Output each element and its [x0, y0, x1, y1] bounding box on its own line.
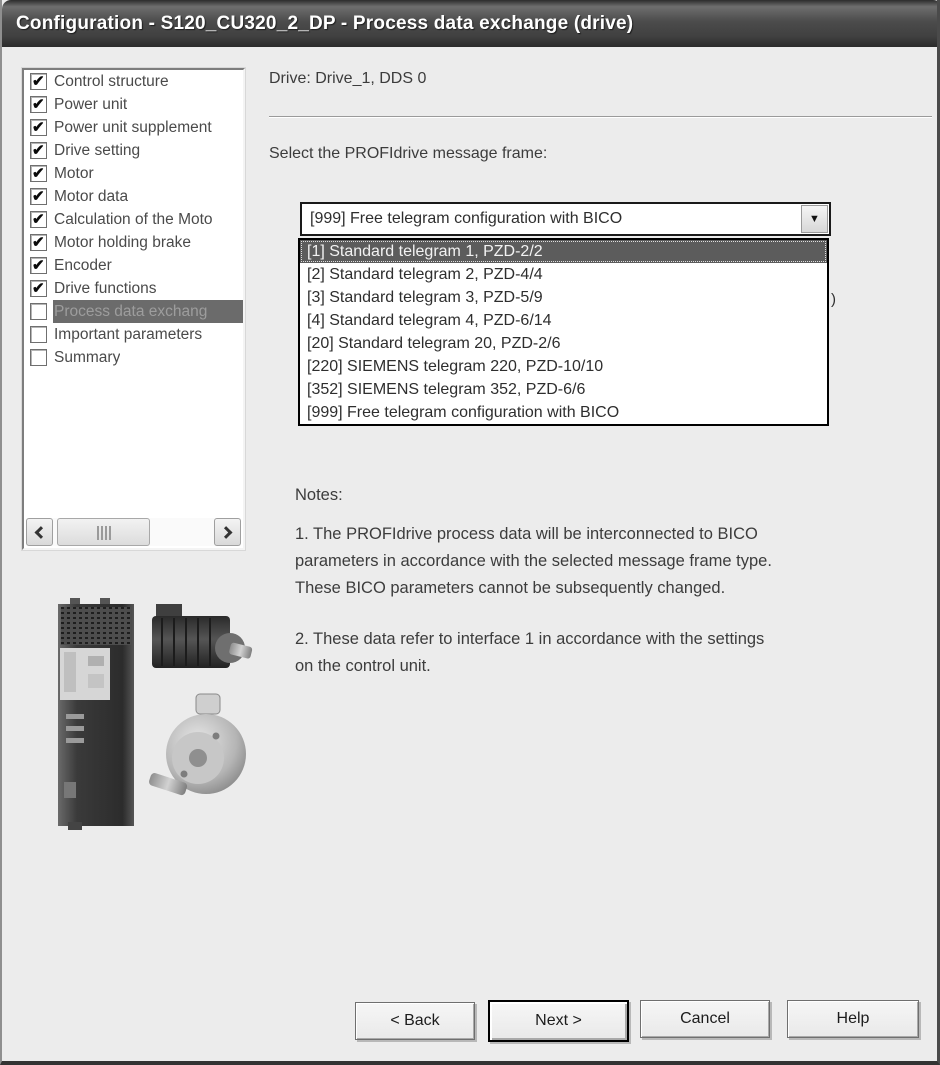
dropdown-option-telegram-2[interactable]: [2] Standard telegram 2, PZD-4/4	[307, 266, 543, 283]
power-module-image	[58, 598, 134, 830]
drive-components-image	[48, 586, 253, 831]
note-2-line-1: 2. These data refer to interface 1 in accordance with the settings	[295, 630, 765, 648]
back-button[interactable]: < Back	[355, 1002, 475, 1040]
sidebar-item-important-parameters[interactable]: Important parameters	[24, 323, 243, 346]
checkbox-unchecked-icon	[30, 303, 47, 320]
sidebar-item-encoder[interactable]: ✔ Encoder	[24, 254, 243, 277]
checkbox-checked-icon	[30, 280, 47, 297]
sidebar-item-drive-functions[interactable]: ✔ Drive functions	[24, 277, 243, 300]
scroll-right-button[interactable]	[214, 518, 241, 546]
combobox-value: [999] Free telegram configuration with BICO	[310, 210, 623, 227]
chevron-down-icon: ▼	[809, 212, 820, 225]
sidebar-item-calculation-of-motor[interactable]: ✔ Calculation of the Moto	[24, 208, 243, 231]
help-button[interactable]: Help	[787, 1000, 919, 1038]
drive-context-label: Drive: Drive_1, DDS 0	[269, 70, 427, 87]
combobox-drop-button[interactable]	[801, 205, 828, 233]
note-2	[295, 626, 764, 680]
title-bar	[2, 0, 940, 47]
chevron-right-icon	[220, 526, 233, 539]
sidebar-item-motor[interactable]: ✔ Motor	[24, 162, 243, 185]
note-2-line-2: on the control unit.	[295, 657, 431, 675]
occluded-text-fragment: )	[831, 291, 836, 308]
checkbox-checked-icon	[30, 96, 47, 113]
dropdown-option-telegram-4[interactable]: [4] Standard telegram 4, PZD-6/14	[307, 312, 552, 329]
checkbox-checked-icon	[30, 188, 47, 205]
sidebar-item-process-data-exchange[interactable]: Process data exchang	[24, 300, 243, 323]
dropdown-option-telegram-3[interactable]: [3] Standard telegram 3, PZD-5/9	[307, 289, 543, 306]
note-1-line-2: parameters in accordance with the selected message frame type.	[295, 552, 772, 570]
checkbox-checked-icon	[30, 234, 47, 251]
scrollbar-thumb[interactable]	[57, 518, 150, 546]
hardware-illustration	[48, 586, 253, 831]
dropdown-option-telegram-999[interactable]: [999] Free telegram configuration with BICO	[307, 404, 620, 421]
sidebar-item-summary[interactable]: Summary	[24, 346, 243, 369]
note-1	[295, 521, 772, 602]
note-1-line-1: 1. The PROFIdrive process data will be interconnected to BICO	[295, 525, 758, 543]
note-1-line-3: These BICO parameters cannot be subsequently changed.	[295, 579, 726, 597]
message-frame-combobox[interactable]	[300, 202, 831, 236]
sidebar-item-motor-data[interactable]: ✔ Motor data	[24, 185, 243, 208]
checkbox-checked-icon	[30, 211, 47, 228]
checkbox-checked-icon	[30, 257, 47, 274]
message-frame-dropdown-list	[298, 238, 829, 426]
scroll-left-button[interactable]	[26, 518, 53, 546]
message-frame-select-label: Select the PROFIdrive message frame:	[269, 145, 548, 162]
checkbox-checked-icon	[30, 73, 47, 90]
checkbox-checked-icon	[30, 119, 47, 136]
sidebar-item-control-structure[interactable]: ✔ Control structure	[24, 70, 243, 93]
cancel-button[interactable]: Cancel	[640, 1000, 770, 1038]
notes-heading: Notes:	[295, 486, 343, 504]
horizontal-scrollbar[interactable]	[26, 518, 241, 546]
dropdown-option-telegram-220[interactable]: [220] SIEMENS telegram 220, PZD-10/10	[307, 358, 604, 375]
encoder-image	[148, 694, 246, 796]
dropdown-option-telegram-1[interactable]: [1] Standard telegram 1, PZD-2/2	[300, 240, 827, 263]
sidebar-item-drive-setting[interactable]: ✔ Drive setting	[24, 139, 243, 162]
sidebar-item-power-unit[interactable]: ✔ Power unit	[24, 93, 243, 116]
chevron-left-icon	[35, 526, 48, 539]
checkbox-checked-icon	[30, 165, 47, 182]
dropdown-option-telegram-20[interactable]: [20] Standard telegram 20, PZD-2/6	[307, 335, 561, 352]
window-title: Configuration - S120_CU320_2_DP - Process data exchange (drive)	[16, 12, 634, 34]
wizard-step-list	[22, 68, 245, 550]
dropdown-option-telegram-352[interactable]: [352] SIEMENS telegram 352, PZD-6/6	[307, 381, 586, 398]
checkbox-checked-icon	[30, 142, 47, 159]
checkbox-unchecked-icon	[30, 349, 47, 366]
next-button[interactable]: Next >	[488, 1000, 629, 1042]
motor-image	[152, 604, 253, 668]
sidebar-item-motor-holding-brake[interactable]: ✔ Motor holding brake	[24, 231, 243, 254]
sidebar-item-power-unit-supplement[interactable]: ✔ Power unit supplement	[24, 116, 243, 139]
horizontal-separator	[269, 116, 932, 118]
checkbox-unchecked-icon	[30, 326, 47, 343]
